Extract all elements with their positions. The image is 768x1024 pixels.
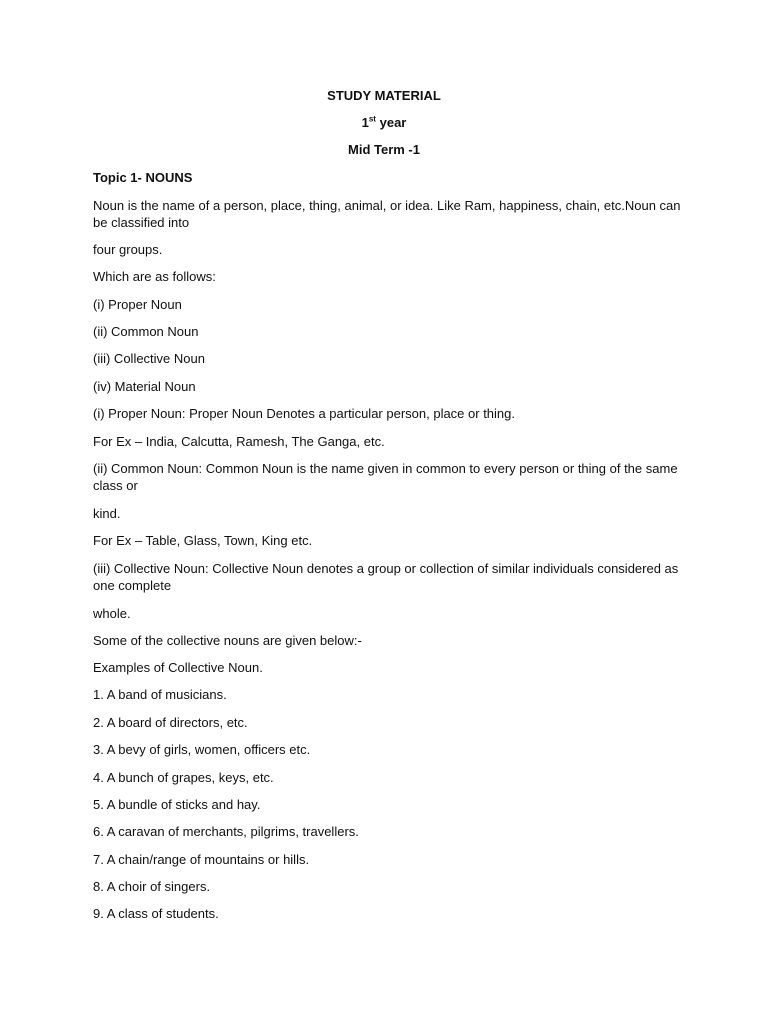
- paragraph-line: kind.: [93, 506, 121, 521]
- year-suffix: st: [368, 114, 376, 124]
- paragraph-line: Noun is the name of a person, place, thing, animal, or idea. Like Ram, happiness, chain, etc.Noun can be classified into: [93, 198, 681, 230]
- year-word: year: [379, 115, 407, 130]
- example-item: 2. A board of directors, etc.: [93, 715, 248, 730]
- example-item: 6. A caravan of merchants, pilgrims, travellers.: [93, 824, 359, 839]
- paragraph-line: For Ex – Table, Glass, Town, King etc.: [93, 533, 313, 548]
- paragraph-line: For Ex – India, Calcutta, Ramesh, The Ganga, etc.: [93, 434, 385, 449]
- paragraph-line: four groups.: [93, 242, 163, 257]
- example-item: 7. A chain/range of mountains or hills.: [93, 852, 310, 867]
- year-number: 1: [361, 115, 369, 130]
- paragraph-line: Which are as follows:: [93, 269, 216, 284]
- document-title: STUDY MATERIAL: [327, 88, 441, 103]
- example-item: 3. A bevy of girls, women, officers etc.: [93, 742, 311, 757]
- example-item: 5. A bundle of sticks and hay.: [93, 797, 261, 812]
- paragraph-line: (ii) Common Noun: Common Noun is the name given in common to every person or thing of the same class or: [93, 461, 678, 493]
- example-item: 8. A choir of singers.: [93, 879, 211, 894]
- list-item: (iv) Material Noun: [93, 379, 196, 394]
- paragraph-line: (iii) Collective Noun: Collective Noun denotes a group or collection of similar individuals considered as one complete: [93, 561, 679, 593]
- example-item: 1. A band of musicians.: [93, 687, 227, 702]
- paragraph-line: (i) Proper Noun: Proper Noun Denotes a particular person, place or thing.: [93, 406, 515, 421]
- list-item: (ii) Common Noun: [93, 324, 199, 339]
- list-item: (i) Proper Noun: [93, 297, 182, 312]
- example-item: 4. A bunch of grapes, keys, etc.: [93, 770, 274, 785]
- paragraph-line: Examples of Collective Noun.: [93, 660, 263, 675]
- term-heading: Mid Term -1: [348, 142, 420, 157]
- example-item: 9. A class of students.: [93, 906, 219, 921]
- list-item: (iii) Collective Noun: [93, 351, 205, 366]
- topic-heading: Topic 1- NOUNS: [93, 170, 193, 185]
- paragraph-line: Some of the collective nouns are given below:-: [93, 633, 362, 648]
- year-heading: [0, 115, 768, 131]
- paragraph-line: whole.: [93, 606, 131, 621]
